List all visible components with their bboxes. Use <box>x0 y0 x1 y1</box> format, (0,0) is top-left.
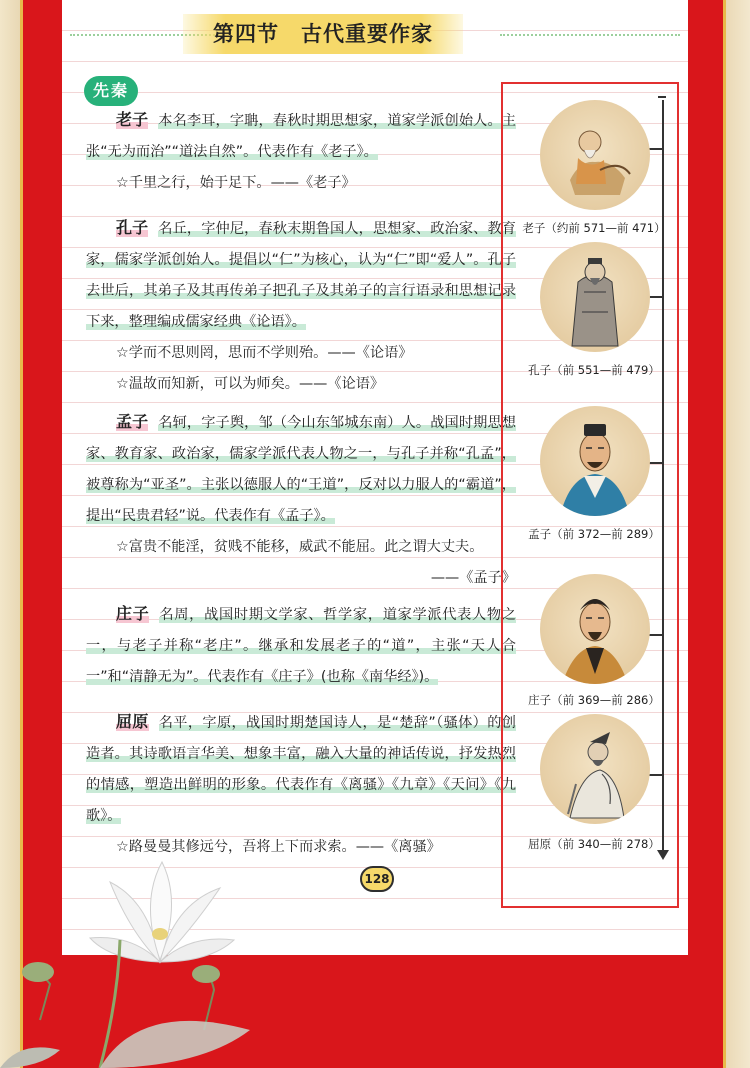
page-number: 128 <box>360 866 394 892</box>
right-frame-strip <box>726 0 750 1068</box>
timeline-caption: 庄子（前 369—前 286） <box>528 693 660 707</box>
famous-quote: ☆千里之行，始于足下。——《老子》 <box>116 175 356 191</box>
era-badge: 先秦 <box>84 76 138 106</box>
timeline-start-cap <box>658 96 666 98</box>
author-entry-quyuan <box>86 706 516 863</box>
lotus-leaf-icon <box>0 940 260 1068</box>
author-entry-laozi <box>86 104 516 199</box>
famous-quote: ☆温故而知新，可以为师矣。——《论语》 <box>116 376 385 392</box>
author-name: 孔子 <box>116 218 149 237</box>
author-description: 名周，战国时期文学家、哲学家，道家学派代表人物之一，与老子并称“老庄”。继承和发展老子的“道”，主张“天人合一”和“清静无为”。代表作有《庄子》(也称《南华经》)。 <box>86 607 516 685</box>
timeline-caption: 老子（约前 571—前 471） <box>522 221 666 235</box>
author-entry-zhuangzi <box>86 598 516 693</box>
author-entry-confucius <box>86 212 516 400</box>
timeline-caption: 孔子（前 551—前 479） <box>528 363 660 377</box>
quyuan-portrait-icon <box>540 714 650 824</box>
left-frame-strip <box>0 0 20 1068</box>
right-gold-border <box>723 0 726 1068</box>
timeline-axis <box>662 100 664 855</box>
author-description: 名轲，字子舆，邹（今山东邹城东南）人。战国时期思想家、教育家、政治家，儒家学派代表人物之一，与孔子并称“孔孟”，被尊称为“亚圣”。主张以德服人的“王道”，反对以力服人的“霸道”，提出“民贵君轻”说。代表作有《孟子》。 <box>86 415 516 524</box>
author-name: 庄子 <box>116 604 150 623</box>
confucius-portrait-icon <box>540 242 650 352</box>
laozi-portrait-icon <box>540 100 650 210</box>
title-dotted-line-right <box>500 34 680 36</box>
famous-quote: ☆学而不思则罔，思而不学则殆。——《论语》 <box>116 345 413 361</box>
left-gold-border <box>20 0 23 1068</box>
timeline-caption: 屈原（前 340—前 278） <box>528 837 660 851</box>
timeline-caption: 孟子（前 372—前 289） <box>528 527 660 541</box>
section-title <box>183 14 463 54</box>
author-name: 屈原 <box>116 712 149 731</box>
author-name: 老子 <box>116 110 149 129</box>
author-description: 名平，字原，战国时期楚国诗人，是“楚辞”（骚体）的创造者。其诗歌语言华美、想象丰富，融入大量的神话传说，抒发热烈的情感，塑造出鲜明的形象。代表作有《离骚》《九章》《天问》《九歌》。 <box>86 715 516 824</box>
quote-source: ——《孟子》 <box>430 570 516 586</box>
famous-quote: ☆富贵不能淫，贫贱不能移，威武不能屈。此之谓大丈夫。 <box>116 539 484 555</box>
author-description: 名丘，字仲尼，春秋末期鲁国人，思想家、政治家、教育家，儒家学派创始人。提倡以“仁”为核心，认为“仁”即“爱人”。孔子去世后，其弟子及其再传弟子把孔子及其弟子的言行语录和思想记录下来，整理编成儒家经典《论语》。 <box>86 221 516 330</box>
author-description: 本名李耳，字聃，春秋时期思想家，道家学派创始人。主张“无为而治”“道法自然”。代表作有《老子》。 <box>86 113 516 160</box>
author-name: 孟子 <box>116 412 149 431</box>
section-number: 第四节 <box>213 22 279 46</box>
zhuangzi-portrait-icon <box>540 574 650 684</box>
author-entry-mencius <box>86 406 516 594</box>
famous-quote: ☆路曼曼其修远兮，吾将上下而求索。——《离骚》 <box>116 839 441 855</box>
section-heading: 古代重要作家 <box>301 22 433 46</box>
mencius-portrait-icon <box>540 406 650 516</box>
